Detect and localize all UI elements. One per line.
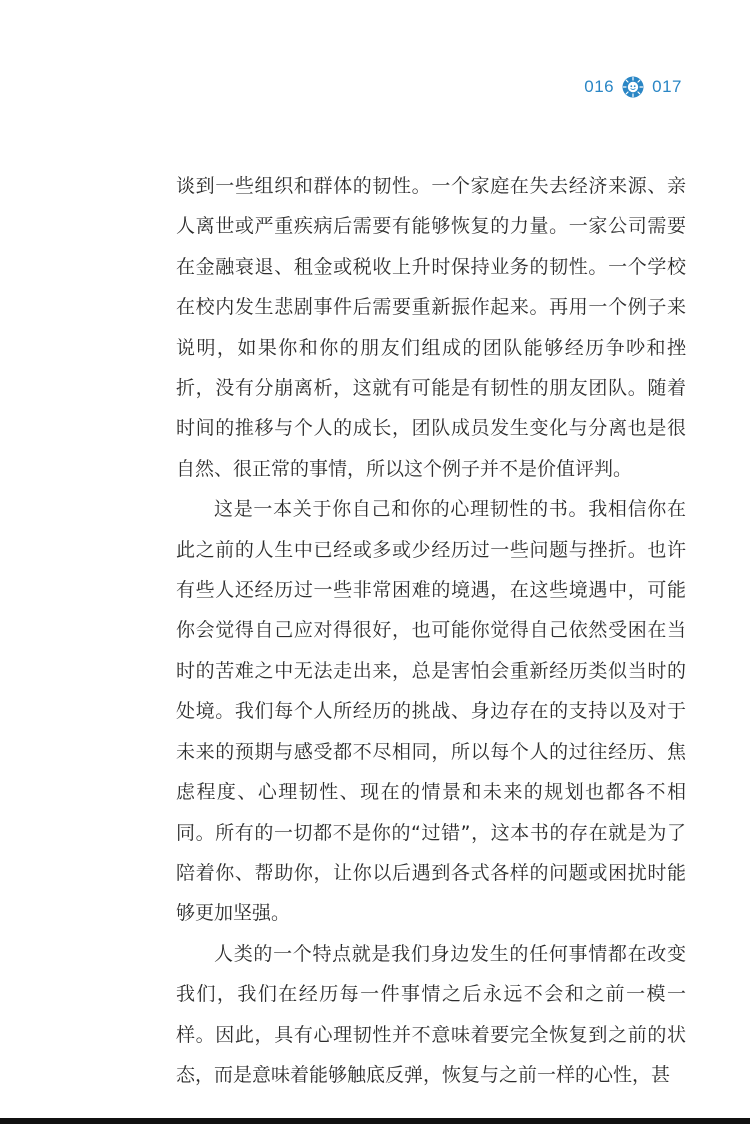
bottom-rule xyxy=(0,1118,750,1124)
page-number-header xyxy=(584,76,682,98)
right-page-number: 017 xyxy=(652,77,682,96)
paragraph-3: 人类的一个特点就是我们身边发生的任何事情都在改变我们，我们在经历每一件事情之后永远不会和之前一模一样。因此，具有心理韧性并不意味着要完全恢复到之前的状态，而是意味着能够触底反弹，恢复与之前一样的心性，甚 xyxy=(176,942,686,1086)
paragraph-2: 这是一本关于你自己和你的心理韧性的书。我相信你在此之前的人生中已经或多或少经历过一些问题与挫折。也许有些人还经历过一些非常困难的境遇，在这些境遇中，可能你会觉得自己应对得很好，也可能你觉得自己依然受困在当时的苦难之中无法走出来，总是害怕会重新经历类似当时的处境。我们每个人所经历的挑战、身边存在的支持以及对于未来的预期与感受都不尽相同，所以每个人的过往经历、焦虑程度、心理韧性、现在的情景和未来的规划也都各不相同。所有的一切都不是你的“过错”，这本书的存在就是为了陪着你、帮助你，让你以后遇到各式各样的问题或困扰时能够更加坚强。 xyxy=(176,498,686,925)
sun-emblem-icon xyxy=(622,76,644,98)
paragraph-1: 谈到一些组织和群体的韧性。一个家庭在失去经济来源、亲人离世或严重疾病后需要有能够恢复的力量。一家公司需要在金融衰退、租金或税收上升时保持业务的韧性。一个学校在校内发生悲剧事件后需要重新振作起来。再用一个例子来说明，如果你和你的朋友们组成的团队能够经历争吵和挫折，没有分崩离析，这就有可能是有韧性的朋友团队。随着时间的推移与个人的成长，团队成员发生变化与分离也是很自然、很正常的事情，所以这个例子并不是价值评判。 xyxy=(176,175,686,480)
left-page-number: 016 xyxy=(584,77,615,96)
body-text xyxy=(176,166,686,1095)
